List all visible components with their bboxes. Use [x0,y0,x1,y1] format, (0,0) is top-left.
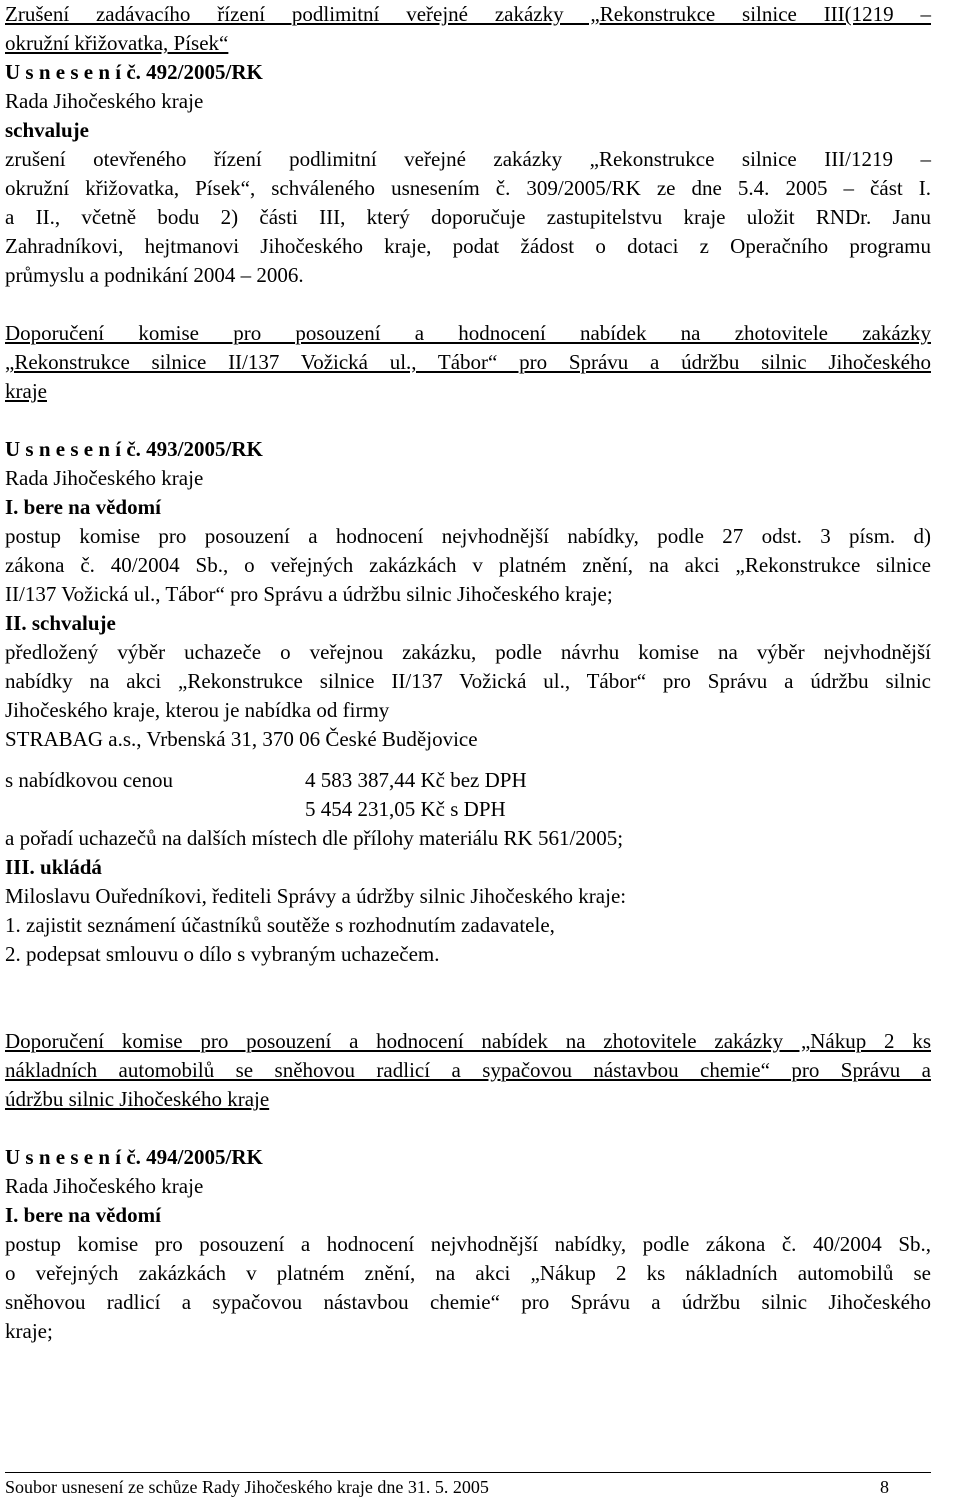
list-item: 1. zajistit seznámení účastníků soutěže s rozhodnutím zadavatele, [5,913,555,937]
resolution-verb: schvaluje [5,118,89,142]
document-page [5,0,931,1346]
point-title: III. ukládá [5,855,102,879]
resolution-body: Rada Jihočeského kraje [5,466,204,490]
paragraph-line: postup komise pro posouzení a hodnocení nejvhodnější nabídky, podle 27 odst. 3 písm. d) [5,524,931,548]
paragraph-line: předložený výběr uchazeče o veřejnou zakázku, podle návrhu komise na výběr nejvhodnější [5,640,931,664]
section-heading: okružní křižovatka, Písek“ [5,31,229,55]
paragraph-line: sněhovou radlicí a sypačovou nástavbou chemie“ pro Správu a údržbu silnic Jihočeského [5,1290,931,1314]
section-heading: údržbu silnic Jihočeského kraje [5,1087,270,1111]
paragraph-line: postup komise pro posouzení a hodnocení nejvhodnější nabídky, podle zákona č. 40/2004 Sb., [5,1232,931,1256]
paragraph-line: STRABAG a.s., Vrbenská 31, 370 06 České Budějovice [5,727,478,751]
paragraph-line: Zahradníkovi, hejtmanovi Jihočeského kraje, podat žádost o dotaci z Operačního programu [5,234,931,258]
page-number: 8 [880,1477,889,1497]
paragraph-line: nabídky na akci „Rekonstrukce silnice II/137 Vožická ul., Tábor“ pro Správu a údržbu silnic [5,669,931,693]
price-without-vat: 4 583 387,44 Kč bez DPH [305,768,527,792]
paragraph-line: zákona č. 40/2004 Sb., o veřejných zakázkách v platném znění, na akci „Rekonstrukce silnice [5,553,931,577]
section-heading: „Rekonstrukce silnice II/137 Vožická ul., Tábor“ pro Správu a údržbu silnic Jihočeského [5,350,931,374]
price-row [5,795,931,824]
point-title: I. bere na vědomí [5,495,161,519]
point-title: II. schvaluje [5,611,116,635]
price-with-vat: 5 454 231,05 Kč s DPH [305,797,506,821]
section-heading: Doporučení komise pro posouzení a hodnocení nabídek na zhotovitele zakázky [5,321,931,345]
section-heading: kraje [5,379,47,403]
footer-text: Soubor usnesení ze schůze Rady Jihočeského kraje dne 31. 5. 2005 [5,1477,489,1497]
paragraph-line: o veřejných zakázkách v platném znění, na akci „Nákup 2 ks nákladních automobilů se [5,1261,931,1285]
resolution-number: U s n e s e n í č. 492/2005/RK [5,60,263,84]
price-label: s nabídkovou cenou [5,768,173,792]
paragraph-line: průmyslu a podnikání 2004 – 2006. [5,263,304,287]
paragraph-line: okružní křižovatka, Písek“, schváleného usnesením č. 309/2005/RK ze dne 5.4. 2005 – část I. [5,176,931,200]
section-heading: Doporučení komise pro posouzení a hodnocení nabídek na zhotovitele zakázky „Nákup 2 ks [5,1029,931,1053]
resolution-number: U s n e s e n í č. 494/2005/RK [5,1145,263,1169]
paragraph-line: Jihočeského kraje, kterou je nabídka od firmy [5,698,390,722]
resolution-body: Rada Jihočeského kraje [5,89,204,113]
resolution-number: U s n e s e n í č. 493/2005/RK [5,437,263,461]
price-row [5,766,931,795]
list-item: 2. podepsat smlouvu o dílo s vybraným uchazečem. [5,942,440,966]
page-footer [5,1472,931,1499]
paragraph-line: a pořadí uchazečů na dalších místech dle přílohy materiálu RK 561/2005; [5,826,624,850]
paragraph-line: Miloslavu Ouředníkovi, řediteli Správy a údržby silnic Jihočeského kraje: [5,884,627,908]
resolution-body: Rada Jihočeského kraje [5,1174,204,1198]
paragraph-line: a II., včetně bodu 2) části III, který doporučuje zastupitelstvu kraje uložit RNDr. Janu [5,205,931,229]
section-heading: Zrušení zadávacího řízení podlimitní veřejné zakázky „Rekonstrukce silnice III(1219 – [5,2,931,26]
paragraph-line: II/137 Vožická ul., Tábor“ pro Správu a údržbu silnic Jihočeského kraje; [5,582,613,606]
section-heading: nákladních automobilů se sněhovou radlicí a sypačovou nástavbou chemie“ pro Správu a [5,1058,931,1082]
paragraph-line: kraje; [5,1319,53,1343]
paragraph-line: zrušení otevřeného řízení podlimitní veřejné zakázky „Rekonstrukce silnice III/1219 – [5,147,931,171]
point-title: I. bere na vědomí [5,1203,161,1227]
